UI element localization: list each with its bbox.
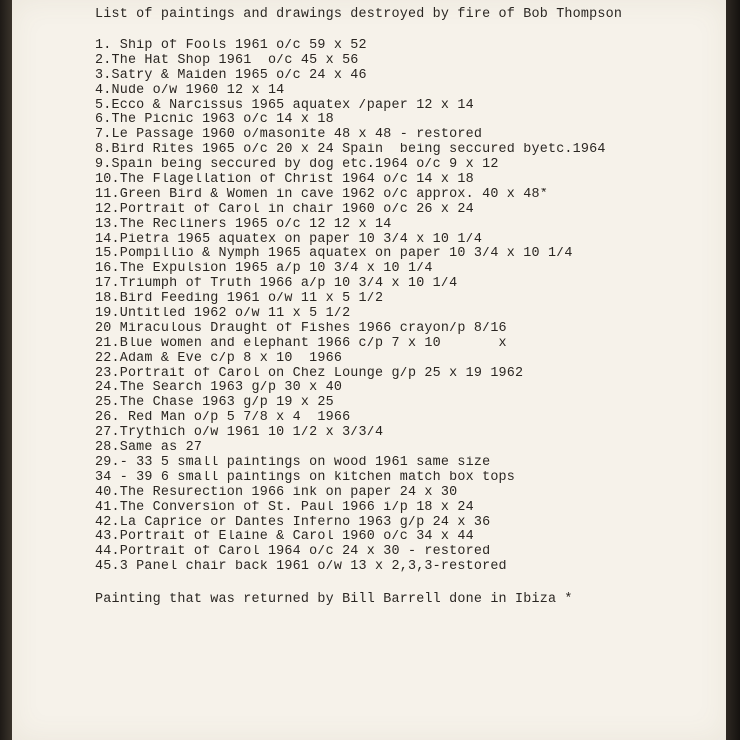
list-item: 27.Trythich o/w 1961 10 1/2 x 3/3/4 — [95, 426, 384, 441]
list-item: 29.- 33 5 small paintings on wood 1961 same size — [95, 455, 491, 470]
list-item: 41.The Conversion of St. Paul 1966 i/p 18 x 24 — [95, 500, 474, 515]
list-item: 25.The Chase 1963 g/p 19 x 25 — [95, 396, 334, 411]
list-item: 19.Untitled 1962 o/w 11 x 5 1/2 — [95, 307, 351, 322]
list-item: 7.Le Passage 1960 o/masonite 48 x 48 - restored — [95, 128, 483, 143]
list-item: 11.Green Bird & Women in cave 1962 o/c approx. 40 x 48* — [95, 187, 548, 202]
list-item: 20 Miraculous Draught of Fishes 1966 crayon/p 8/16 — [95, 321, 507, 336]
list-item: 34 - 39 6 small paintings on kitchen match box tops — [95, 470, 516, 485]
list-item: 21.Blue women and elephant 1966 c/p 7 x 10 x — [95, 336, 507, 351]
list-item: 8.Bird Rites 1965 o/c 20 x 24 Spain being seccured byetc.1964 — [95, 143, 606, 158]
list-item: 28.Same as 27 — [95, 441, 203, 456]
list-item: 17.Triumph of Truth 1966 a/p 10 3/4 x 10 1/4 — [95, 277, 458, 292]
list-item: 15.Pompillio & Nymph 1965 aquatex on paper 10 3/4 x 10 1/4 — [95, 247, 573, 262]
list-item: 18.Bird Feeding 1961 o/w 11 x 5 1/2 — [95, 292, 384, 307]
list-item: 12.Portrait of Carol in chair 1960 o/c 26 x 24 — [95, 202, 474, 217]
list-item: 3.Satry & Maiden 1965 o/c 24 x 46 — [95, 68, 367, 83]
list-item: 14.Pietra 1965 aquatex on paper 10 3/4 x 10 1/4 — [95, 232, 483, 247]
document-title: List of paintings and drawings destroyed by fire of Bob Thompson — [95, 7, 623, 22]
list-item: 45.3 Panel chair back 1961 o/w 13 x 2,3,3-restored — [95, 560, 507, 575]
list-item: 16.The Expulsion 1965 a/p 10 3/4 x 10 1/4 — [95, 262, 433, 277]
list-item: 1. Ship of Fools 1961 o/c 59 x 52 — [95, 39, 367, 53]
list-item: 43.Portrait of Elaine & Carol 1960 o/c 34 x 44 — [95, 530, 474, 545]
scan-border-left — [0, 0, 12, 740]
list-item: 9.Spain being seccured by dog etc.1964 o/c 9 x 12 — [95, 158, 499, 173]
document-footnote: Painting that was returned by Bill Barrell done in Ibiza * — [95, 592, 573, 608]
document-body — [95, 6, 715, 608]
list-item: 24.The Search 1963 g/p 30 x 40 — [95, 381, 343, 396]
list-item: 10.The Flagellation of Christ 1964 o/c 14 x 18 — [95, 173, 474, 188]
list-item: 6.The Picnic 1963 o/c 14 x 18 — [95, 113, 334, 128]
paper-page — [12, 0, 726, 740]
scan-border-right — [726, 0, 740, 740]
paintings-list — [95, 39, 715, 575]
list-item: 23.Portrait of Carol on Chez Lounge g/p 25 x 19 1962 — [95, 366, 524, 381]
list-item: 26. Red Man o/p 5 7/8 x 4 1966 — [95, 411, 351, 426]
list-item: 40.The Resurection 1966 ink on paper 24 x 30 — [95, 485, 458, 500]
list-item: 4.Nude o/w 1960 12 x 14 — [95, 83, 285, 98]
list-item: 44.Portrait of Carol 1964 o/c 24 x 30 - restored — [95, 545, 491, 560]
list-item: 5.Ecco & Narcissus 1965 aquatex /paper 12 x 14 — [95, 98, 474, 113]
list-item: 42.La Caprice or Dantes Inferno 1963 g/p 24 x 36 — [95, 515, 491, 530]
list-item: 22.Adam & Eve c/p 8 x 10 1966 — [95, 351, 343, 366]
list-item: 2.The Hat Shop 1961 o/c 45 x 56 — [95, 53, 359, 68]
list-item: 13.The Recliners 1965 o/c 12 12 x 14 — [95, 217, 392, 232]
